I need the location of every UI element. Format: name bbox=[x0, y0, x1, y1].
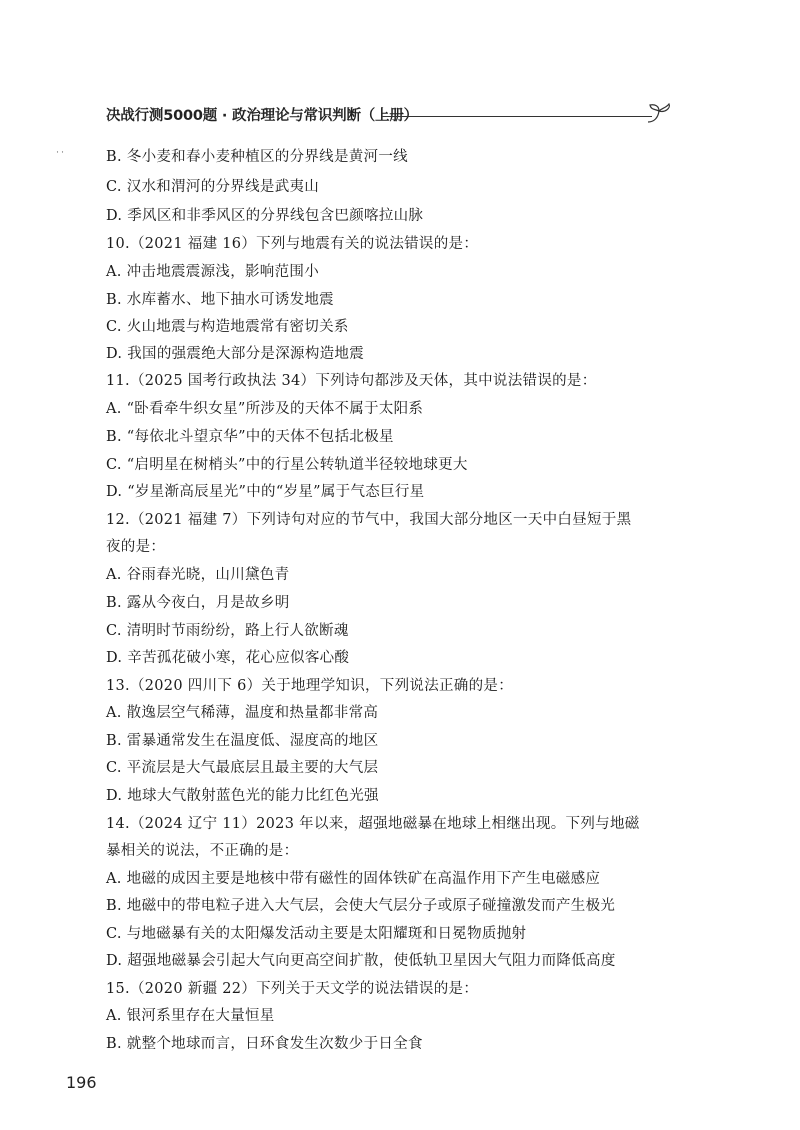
question-stem: 15.（2020 新疆 22）下列关于天文学的说法错误的是： bbox=[106, 981, 479, 997]
stray-mark: ˙˙ bbox=[55, 151, 65, 162]
text-line: A. “卧看牵牛织女星”所涉及的天体不属于太阳系 bbox=[106, 401, 424, 417]
page-number: 196 bbox=[66, 1073, 97, 1092]
running-header bbox=[106, 104, 676, 128]
question-stem: 11.（2025 国考行政执法 34）下列诗句都涉及天体，其中说法错误的是： bbox=[106, 373, 597, 389]
question-stem: 12.（2021 福建 7）下列诗句对应的节气中，我国大部分地区一天中白昼短于黑 bbox=[106, 512, 632, 528]
text-line: B. “每依北斗望京华”中的天体不包括北极星 bbox=[106, 429, 394, 445]
text-line: A. 银河系里存在大量恒星 bbox=[106, 1008, 275, 1024]
text-line: C. 清明时节雨纷纷，路上行人欲断魂 bbox=[106, 623, 349, 639]
sprout-icon bbox=[644, 96, 678, 126]
text-line: B. 露从今夜白，月是故乡明 bbox=[106, 595, 290, 611]
question-stem: 14.（2024 辽宁 11）2023 年以来，超强地磁暴在地球上相继出现。下列与地磁 bbox=[106, 816, 640, 832]
text-line: 夜的是： bbox=[106, 539, 166, 555]
text-line: C. 汉水和渭河的分界线是武夷山 bbox=[106, 179, 320, 195]
question-stem: 13.（2020 四川下 6）关于地理学知识，下列说法正确的是： bbox=[106, 678, 514, 694]
text-line: C. 火山地震与构造地震常有密切关系 bbox=[106, 319, 349, 335]
book-title: 决战行测5000题 · 政治理论与常识判断（上册） bbox=[106, 108, 418, 124]
text-line: A. 谷雨春光晓，山川黛色青 bbox=[106, 567, 290, 583]
text-line: B. 水库蓄水、地下抽水可诱发地震 bbox=[106, 292, 334, 308]
text-line: B. 冬小麦和春小麦种植区的分界线是黄河一线 bbox=[106, 149, 408, 165]
text-line: D. 地球大气散射蓝色光的能力比红色光强 bbox=[106, 788, 379, 804]
text-line: B. 地磁中的带电粒子进入大气层，会使大气层分子或原子碰撞激发而产生极光 bbox=[106, 898, 616, 914]
text-line: D. 我国的强震绝大部分是深源构造地震 bbox=[106, 346, 365, 362]
header-rule bbox=[382, 116, 652, 117]
question-stem: 10.（2021 福建 16）下列与地震有关的说法错误的是： bbox=[106, 236, 479, 252]
text-line: C. “启明星在树梢头”中的行星公转轨道半径较地球更大 bbox=[106, 457, 468, 473]
text-line: D. 辛苦孤花破小寒，花心应似客心酸 bbox=[106, 650, 350, 666]
text-line: D. “岁星渐高辰星光”中的“岁星”属于气态巨行星 bbox=[106, 484, 425, 500]
text-line: 暴相关的说法，不正确的是： bbox=[106, 843, 299, 859]
text-line: A. 地磁的成因主要是地核中带有磁性的固体铁矿在高温作用下产生电磁感应 bbox=[106, 871, 601, 887]
text-line: C. 平流层是大气最底层且最主要的大气层 bbox=[106, 760, 379, 776]
text-line: A. 散逸层空气稀薄，温度和热量都非常高 bbox=[106, 705, 379, 721]
text-line: D. 超强地磁暴会引起大气向更高空间扩散，使低轨卫星因大气阻力而降低高度 bbox=[106, 953, 616, 969]
text-line: B. 就整个地球而言，日环食发生次数少于日全食 bbox=[106, 1036, 423, 1052]
text-line: B. 雷暴通常发生在温度低、湿度高的地区 bbox=[106, 733, 379, 749]
text-line: C. 与地磁暴有关的太阳爆发活动主要是太阳耀斑和日冕物质抛射 bbox=[106, 926, 527, 942]
text-line: D. 季风区和非季风区的分界线包含巴颜喀拉山脉 bbox=[106, 208, 424, 224]
text-line: A. 冲击地震震源浅，影响范围小 bbox=[106, 264, 319, 280]
